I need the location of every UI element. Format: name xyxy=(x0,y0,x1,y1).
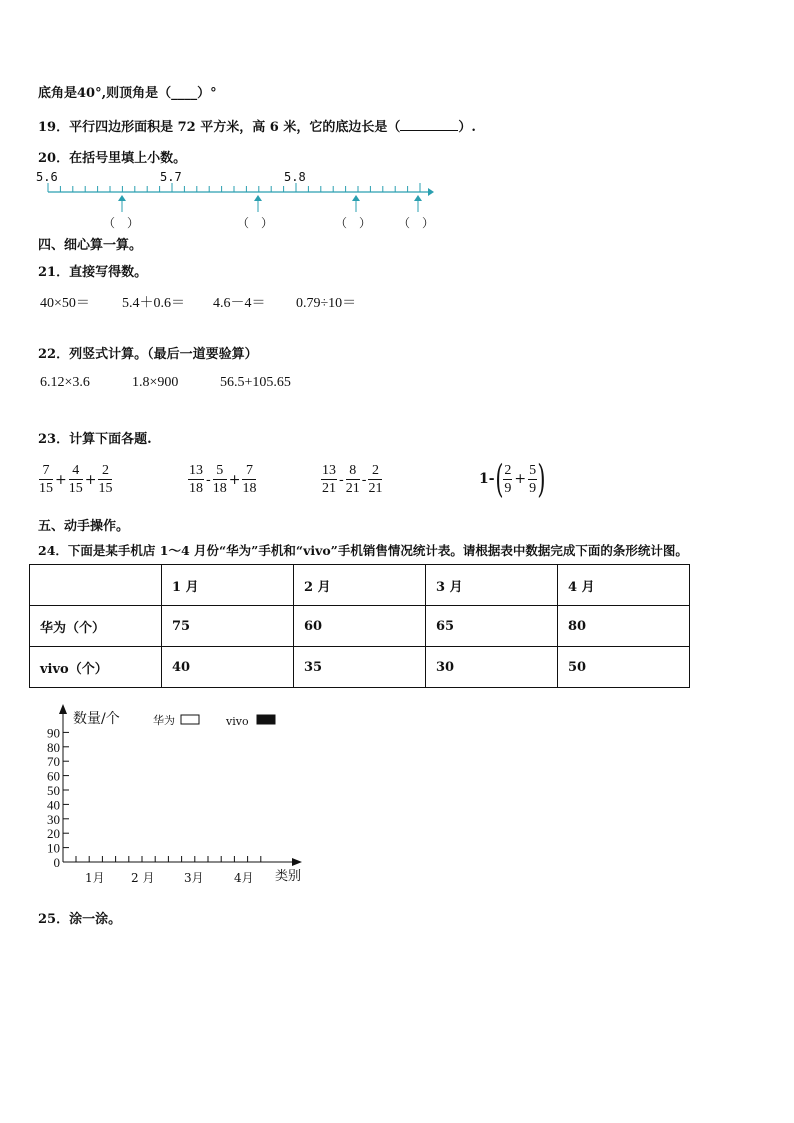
table-header-cell xyxy=(30,565,162,606)
q21-item-1: 40×50＝ xyxy=(40,296,90,311)
table-row xyxy=(30,606,690,647)
number-line-arrowhead xyxy=(428,188,434,196)
table-cell: 80 xyxy=(558,606,690,647)
bar-chart xyxy=(28,700,318,890)
q21-item-2: 5.4＋0.6＝ xyxy=(122,296,185,311)
q20-title: 20．在括号里填上小数。 xyxy=(38,151,187,166)
fraction: $\frac{8}{21}$ xyxy=(345,463,360,496)
nl-label-5-7: 5.7 xyxy=(160,170,182,184)
table-cell: 30 xyxy=(426,647,558,688)
y-tick-label: 30 xyxy=(47,811,60,827)
y-axis-label: 数量/个 xyxy=(73,711,120,727)
q23-expr-3: $\frac{13}{21}$ - $\frac{8}{21}$ - $\frac{2}{21}$ xyxy=(322,463,383,496)
y-tick-label: 40 xyxy=(47,797,60,813)
x-tick-label: 1月 xyxy=(85,871,105,885)
nl-pointer-2 xyxy=(254,195,262,212)
fraction: $\frac{13}{18}$ xyxy=(189,463,203,496)
nl-answer-1[interactable]: （ ） xyxy=(103,216,140,230)
fraction: $\frac{13}{21}$ xyxy=(322,463,336,496)
nl-pointer-3 xyxy=(352,195,360,212)
q25-title: 25．涂一涂。 xyxy=(38,912,122,927)
q21-item-4: 0.79÷10＝ xyxy=(296,296,357,311)
q21-title: 21．直接写得数。 xyxy=(38,265,148,280)
y-tick-label: 70 xyxy=(47,754,60,770)
q23-expr-1: $\frac{7}{15}$ + $\frac{4}{15}$ + $\frac{2}{15}$ xyxy=(39,463,113,496)
x-axis-arrow xyxy=(292,858,302,866)
table-row xyxy=(30,647,690,688)
fraction: $\frac{4}{15}$ xyxy=(68,463,83,496)
q22-item-3: 56.5+105.65 xyxy=(220,375,291,390)
number-line xyxy=(30,166,450,234)
table-header-cell: 1 月 xyxy=(162,565,294,606)
number-line-ticks xyxy=(48,183,420,192)
table-cell: 50 xyxy=(558,647,690,688)
fraction: $\frac{5}{18}$ xyxy=(212,463,227,496)
q22-item-2: 1.8×900 xyxy=(132,375,179,390)
table-cell: 60 xyxy=(294,606,426,647)
q19-text xyxy=(38,116,476,135)
table-row-label: vivo（个） xyxy=(30,647,162,688)
table-header-cell: 4 月 xyxy=(558,565,690,606)
q21-item-3: 4.6－4＝ xyxy=(213,296,266,311)
table-header-row xyxy=(30,565,690,606)
y-tick-label: 90 xyxy=(47,725,60,741)
table-cell: 65 xyxy=(426,606,558,647)
x-axis-label: 类别 xyxy=(275,869,302,884)
x-tick-label: 4月 xyxy=(234,871,254,885)
legend-swatch-huawei xyxy=(181,715,199,724)
fraction: $\frac{7}{18}$ xyxy=(242,463,257,496)
y-tick-label: 20 xyxy=(47,826,60,842)
table-cell: 35 xyxy=(294,647,426,688)
y-tick-label: 10 xyxy=(47,840,60,856)
y-ticks xyxy=(47,725,69,870)
fraction: $\frac{7}{15}$ xyxy=(39,463,53,496)
q23-title: 23．计算下面各题. xyxy=(38,432,152,447)
y-tick-label: 0 xyxy=(53,855,60,870)
nl-answer-2[interactable]: （ ） xyxy=(237,216,274,230)
nl-pointer-1 xyxy=(118,195,126,212)
table-cell: 40 xyxy=(162,647,294,688)
q23-expr-4: 1-( $\frac{2}{9}$ + $\frac{5}{9}$ ) xyxy=(479,457,546,501)
q24-prompt: 24．下面是某手机店 1～4 月份“华为”手机和“vivo”手机销售情况统计表。请根据表中数据完成下面的条形统计图。 xyxy=(38,543,688,558)
x-ticks xyxy=(76,856,261,862)
q22-item-1: 6.12×3.6 xyxy=(40,375,90,390)
y-tick-label: 80 xyxy=(47,739,60,755)
x-tick-label: 3月 xyxy=(184,871,204,885)
q19-prompt: 19．平行四边形面积是 72 平方米，高 6 米，它的底边长是（ xyxy=(38,120,401,135)
q23-expr-2: $\frac{13}{18}$ - $\frac{5}{18}$ + $\frac{7}{18}$ xyxy=(189,463,257,496)
fraction: $\frac{5}{9}$ xyxy=(529,462,537,496)
y-axis-arrow xyxy=(59,704,67,714)
nl-pointer-4 xyxy=(414,195,422,212)
table-cell: 75 xyxy=(162,606,294,647)
table-header-cell: 2 月 xyxy=(294,565,426,606)
nl-answer-3[interactable]: （ ） xyxy=(335,216,372,230)
fraction: $\frac{2}{15}$ xyxy=(98,463,113,496)
section-5-heading: 五、动手操作。 xyxy=(38,519,130,534)
y-tick-label: 50 xyxy=(47,783,60,798)
nl-label-5-6: 5.6 xyxy=(36,170,58,184)
y-tick-label: 60 xyxy=(47,768,60,784)
x-tick-label: 2 月 xyxy=(131,871,155,885)
section-4-heading: 四、细心算一算。 xyxy=(38,238,143,253)
q19-end: ）. xyxy=(458,120,476,135)
q22-title: 22．列竖式计算。（最后一道要验算） xyxy=(38,347,258,362)
table-header-cell: 3 月 xyxy=(426,565,558,606)
nl-answer-4[interactable]: （ ） xyxy=(398,216,435,230)
sales-table xyxy=(29,564,690,688)
legend-label-huawei: 华为 xyxy=(153,714,175,727)
legend-swatch-vivo xyxy=(257,715,275,724)
fraction: $\frac{2}{21}$ xyxy=(368,463,383,496)
nl-label-5-8: 5.8 xyxy=(284,170,306,184)
q19-answer-blank[interactable] xyxy=(400,130,458,131)
fraction: $\frac{2}{9}$ xyxy=(504,462,512,496)
legend-label-vivo: vivo xyxy=(226,715,249,728)
table-row-label: 华为（个） xyxy=(30,606,162,647)
q18-tail: 底角是40°,则顶角是（____）° xyxy=(38,86,217,101)
